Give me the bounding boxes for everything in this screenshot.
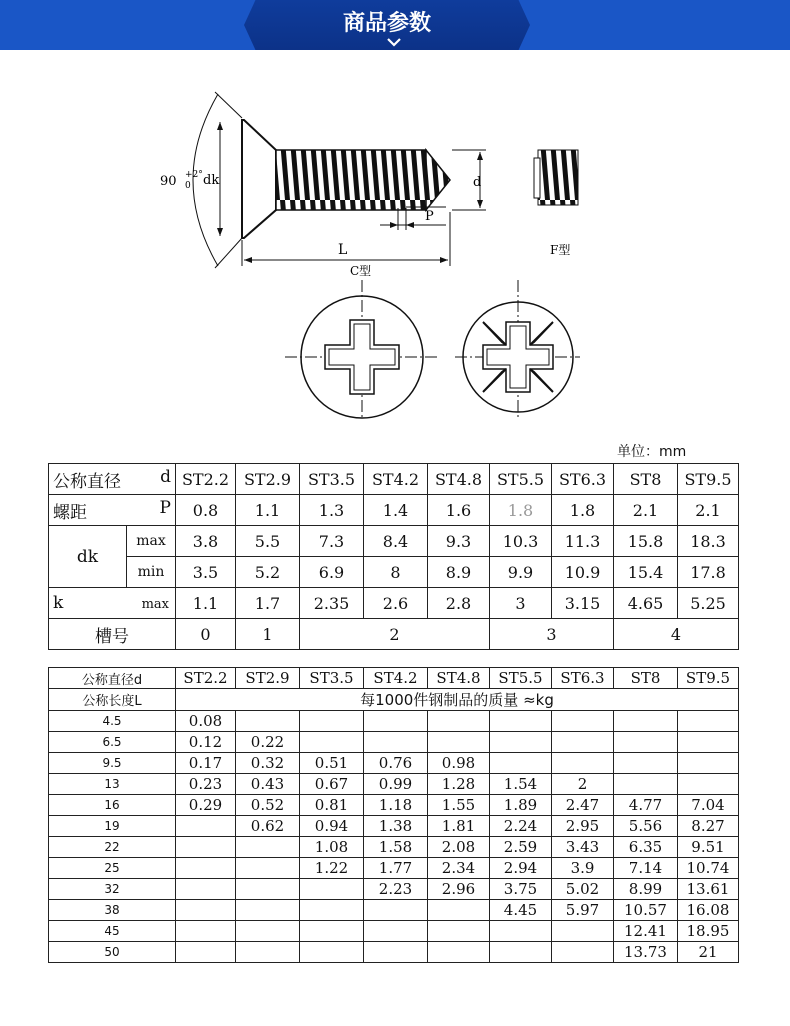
mass-cell: 8.27 (678, 816, 739, 837)
mass-cell (428, 942, 490, 963)
mass-cell: 2.34 (428, 858, 490, 879)
length-cell: 50 (49, 942, 176, 963)
mass-cell: 9.51 (678, 837, 739, 858)
nominal-diameter-label: 公称直径d (49, 668, 176, 689)
k-label (49, 588, 176, 619)
mass-cell (552, 753, 614, 774)
k-cell: 4.65 (614, 588, 678, 619)
mass-cell: 3.9 (552, 858, 614, 879)
mass-cell (236, 942, 300, 963)
mass-cell: 1.22 (300, 858, 364, 879)
mass-cell: 1.81 (428, 816, 490, 837)
unit-label: 单位：mm (617, 444, 687, 460)
mass-cell (678, 753, 739, 774)
groove-cell: 4 (614, 619, 739, 650)
size-header: ST8 (614, 464, 678, 495)
k-cell: 3 (490, 588, 552, 619)
mass-cell: 2.23 (364, 879, 428, 900)
k-cell: 2.8 (428, 588, 490, 619)
mass-cell (364, 921, 428, 942)
mass-cell (678, 732, 739, 753)
angle-tolerance-sub: 0 (185, 181, 191, 191)
table-row (49, 816, 739, 837)
size-header: ST6.3 (552, 464, 614, 495)
mass-cell (364, 732, 428, 753)
size-header: ST2.9 (236, 668, 300, 689)
dk-max-cell: 5.5 (236, 526, 300, 557)
mass-cell (300, 942, 364, 963)
mass-cell: 0.67 (300, 774, 364, 795)
mass-cell (236, 711, 300, 732)
mass-cell: 0.29 (176, 795, 236, 816)
pitch-cell: 2.1 (678, 495, 739, 526)
mass-cell: 3.75 (490, 879, 552, 900)
mass-cell (300, 732, 364, 753)
mass-cell (552, 942, 614, 963)
angle-tolerance-sup: +2° (185, 170, 203, 180)
mass-cell: 2.47 (552, 795, 614, 816)
mass-cell (300, 900, 364, 921)
nominal-diameter-text: 公称直径 (53, 471, 121, 492)
chevron-down-icon (385, 36, 403, 48)
mass-cell (364, 711, 428, 732)
pitch-cell: 1.3 (300, 495, 364, 526)
mass-cell (236, 900, 300, 921)
mass-cell: 2.24 (490, 816, 552, 837)
mass-cell (552, 732, 614, 753)
dk-min-cell: 17.8 (678, 557, 739, 588)
size-header: ST6.3 (552, 668, 614, 689)
k-cell: 3.15 (552, 588, 614, 619)
mass-cell (300, 711, 364, 732)
size-header: ST4.8 (428, 464, 490, 495)
dk-max-cell: 7.3 (300, 526, 364, 557)
pitch-label (49, 495, 176, 526)
length-cell: 4.5 (49, 711, 176, 732)
length-cell: 38 (49, 900, 176, 921)
mass-cell: 0.22 (236, 732, 300, 753)
k-max-label: max (141, 597, 169, 612)
mass-cell (364, 900, 428, 921)
f-type-label: F型 (550, 243, 571, 257)
screw-technical-drawing (140, 80, 600, 420)
size-header: ST3.5 (300, 464, 364, 495)
mass-cell: 1.38 (364, 816, 428, 837)
mass-cell (490, 753, 552, 774)
mass-cell (428, 921, 490, 942)
mass-cell (552, 711, 614, 732)
mass-cell: 7.04 (678, 795, 739, 816)
size-header: ST2.2 (176, 668, 236, 689)
table-row (49, 526, 739, 557)
mass-cell (364, 942, 428, 963)
mass-cell: 0.99 (364, 774, 428, 795)
spec-table (48, 463, 739, 650)
mass-cell: 4.45 (490, 900, 552, 921)
table-row (49, 464, 739, 495)
p-dimension-label: P (425, 209, 434, 224)
pitch-cell: 1.6 (428, 495, 490, 526)
nominal-length-label: 公称长度L (49, 689, 176, 711)
mass-cell: 1.77 (364, 858, 428, 879)
mass-cell: 0.23 (176, 774, 236, 795)
header-banner (0, 0, 790, 50)
mass-cell (490, 732, 552, 753)
table-row (49, 557, 739, 588)
table-row (49, 879, 739, 900)
table-row (49, 619, 739, 650)
mass-cell (428, 732, 490, 753)
mass-cell (176, 837, 236, 858)
mass-cell: 13.61 (678, 879, 739, 900)
table-row (49, 495, 739, 526)
dk-min-label: min (127, 557, 176, 588)
table-row (49, 753, 739, 774)
dk-min-cell: 9.9 (490, 557, 552, 588)
pitch-cell: 1.8 (490, 495, 552, 526)
table-row (49, 900, 739, 921)
mass-cell: 0.94 (300, 816, 364, 837)
mass-cell (552, 921, 614, 942)
mass-cell: 0.17 (176, 753, 236, 774)
k-cell: 5.25 (678, 588, 739, 619)
mass-cell (490, 942, 552, 963)
mass-cell: 2.95 (552, 816, 614, 837)
k-cell: 2.35 (300, 588, 364, 619)
mass-cell (176, 942, 236, 963)
mass-cell: 0.62 (236, 816, 300, 837)
mass-cell: 2.59 (490, 837, 552, 858)
mass-cell: 1.54 (490, 774, 552, 795)
table-row (49, 588, 739, 619)
c-type-label: C型 (350, 264, 372, 278)
groove-cell: 3 (490, 619, 614, 650)
k-text: k (53, 593, 64, 613)
mass-cell: 5.02 (552, 879, 614, 900)
dk-max-cell: 10.3 (490, 526, 552, 557)
size-header: ST8 (614, 668, 678, 689)
mass-cell (428, 900, 490, 921)
mass-cell: 10.74 (678, 858, 739, 879)
mass-cell (176, 858, 236, 879)
dk-min-cell: 8 (364, 557, 428, 588)
mass-cell: 6.35 (614, 837, 678, 858)
table-row (49, 795, 739, 816)
mass-cell (614, 753, 678, 774)
mass-cell: 18.95 (678, 921, 739, 942)
length-cell: 32 (49, 879, 176, 900)
length-cell: 25 (49, 858, 176, 879)
length-cell: 6.5 (49, 732, 176, 753)
mass-cell: 10.57 (614, 900, 678, 921)
dk-min-cell: 10.9 (552, 557, 614, 588)
cross-recess-view (285, 280, 438, 420)
mass-cell: 0.43 (236, 774, 300, 795)
pitch-cell: 1.4 (364, 495, 428, 526)
mass-cell: 1.89 (490, 795, 552, 816)
pitch-cell: 2.1 (614, 495, 678, 526)
length-cell: 19 (49, 816, 176, 837)
mass-cell: 5.97 (552, 900, 614, 921)
mass-cell (236, 837, 300, 858)
size-header: ST4.2 (364, 464, 428, 495)
nominal-diameter-symbol: d (160, 467, 171, 487)
pitch-symbol: P (159, 498, 171, 518)
size-header: ST5.5 (490, 464, 552, 495)
k-cell: 1.1 (176, 588, 236, 619)
mass-cell: 0.51 (300, 753, 364, 774)
mass-cell (236, 879, 300, 900)
mass-cell (176, 921, 236, 942)
mass-cell (490, 711, 552, 732)
mass-cell: 2 (552, 774, 614, 795)
pozi-recess-view (455, 280, 580, 420)
length-cell: 22 (49, 837, 176, 858)
size-header: ST9.5 (678, 464, 739, 495)
table-row (49, 732, 739, 753)
mass-cell: 1.28 (428, 774, 490, 795)
mass-cell: 0.81 (300, 795, 364, 816)
mass-cell (678, 774, 739, 795)
dk-max-cell: 11.3 (552, 526, 614, 557)
size-header: ST2.2 (176, 464, 236, 495)
mass-cell (300, 879, 364, 900)
mass-cell (428, 711, 490, 732)
mass-cell: 13.73 (614, 942, 678, 963)
l-dimension-label: L (338, 242, 348, 258)
mass-cell (176, 879, 236, 900)
mass-cell (490, 921, 552, 942)
groove-cell: 1 (236, 619, 300, 650)
mass-cell: 0.12 (176, 732, 236, 753)
pitch-cell: 0.8 (176, 495, 236, 526)
size-header: ST9.5 (678, 668, 739, 689)
k-cell: 1.7 (236, 588, 300, 619)
nominal-diameter-label (49, 464, 176, 495)
pitch-cell: 1.1 (236, 495, 300, 526)
mass-cell: 2.94 (490, 858, 552, 879)
mass-cell (678, 711, 739, 732)
screw-side-view (160, 92, 486, 278)
dk-min-cell: 6.9 (300, 557, 364, 588)
length-cell: 45 (49, 921, 176, 942)
mass-cell: 0.76 (364, 753, 428, 774)
mass-cell: 7.14 (614, 858, 678, 879)
dk-max-cell: 18.3 (678, 526, 739, 557)
mass-cell (236, 921, 300, 942)
dk-label: dk (49, 526, 127, 588)
mass-cell (300, 921, 364, 942)
mass-cell: 21 (678, 942, 739, 963)
mass-caption: 每1000件钢制品的质量 ≈kg (176, 689, 739, 711)
dk-max-cell: 8.4 (364, 526, 428, 557)
mass-cell: 3.43 (552, 837, 614, 858)
mass-cell: 0.08 (176, 711, 236, 732)
mass-cell: 2.96 (428, 879, 490, 900)
mass-cell: 16.08 (678, 900, 739, 921)
table-row (49, 774, 739, 795)
length-cell: 16 (49, 795, 176, 816)
mass-cell (614, 774, 678, 795)
k-cell: 2.6 (364, 588, 428, 619)
dk-min-cell: 5.2 (236, 557, 300, 588)
table-row (49, 837, 739, 858)
dk-label: dk (203, 173, 220, 188)
table-row (49, 668, 739, 689)
mass-cell: 0.52 (236, 795, 300, 816)
length-cell: 9.5 (49, 753, 176, 774)
size-header: ST4.8 (428, 668, 490, 689)
table-row (49, 942, 739, 963)
f-type-thread-detail (534, 150, 578, 257)
dk-min-cell: 8.9 (428, 557, 490, 588)
mass-cell: 1.55 (428, 795, 490, 816)
groove-cell: 0 (176, 619, 236, 650)
table-row (49, 689, 739, 711)
mass-cell: 8.99 (614, 879, 678, 900)
dk-min-cell: 15.4 (614, 557, 678, 588)
groove-cell: 2 (300, 619, 490, 650)
length-cell: 13 (49, 774, 176, 795)
mass-cell (614, 732, 678, 753)
mass-cell (176, 816, 236, 837)
size-header: ST3.5 (300, 668, 364, 689)
size-header: ST5.5 (490, 668, 552, 689)
mass-cell: 1.58 (364, 837, 428, 858)
mass-cell: 0.98 (428, 753, 490, 774)
table-row (49, 858, 739, 879)
mass-table (48, 667, 739, 963)
pitch-cell: 1.8 (552, 495, 614, 526)
size-header: ST2.9 (236, 464, 300, 495)
mass-cell: 12.41 (614, 921, 678, 942)
dk-max-cell: 15.8 (614, 526, 678, 557)
mass-cell: 5.56 (614, 816, 678, 837)
mass-cell (614, 711, 678, 732)
size-header: ST4.2 (364, 668, 428, 689)
dk-min-cell: 3.5 (176, 557, 236, 588)
mass-cell (176, 900, 236, 921)
dk-max-cell: 3.8 (176, 526, 236, 557)
d-dimension-label: d (473, 175, 482, 190)
mass-cell: 1.18 (364, 795, 428, 816)
table-row (49, 921, 739, 942)
groove-label: 槽号 (49, 619, 176, 650)
page-title: 商品参数 (342, 11, 431, 36)
dk-max-label: max (127, 526, 176, 557)
mass-cell (236, 858, 300, 879)
table-row (49, 711, 739, 732)
angle-label: 90 (160, 174, 177, 189)
dk-max-cell: 9.3 (428, 526, 490, 557)
pitch-text: 螺距 (53, 502, 87, 523)
mass-cell: 4.77 (614, 795, 678, 816)
mass-cell: 0.32 (236, 753, 300, 774)
mass-cell: 2.08 (428, 837, 490, 858)
mass-cell: 1.08 (300, 837, 364, 858)
